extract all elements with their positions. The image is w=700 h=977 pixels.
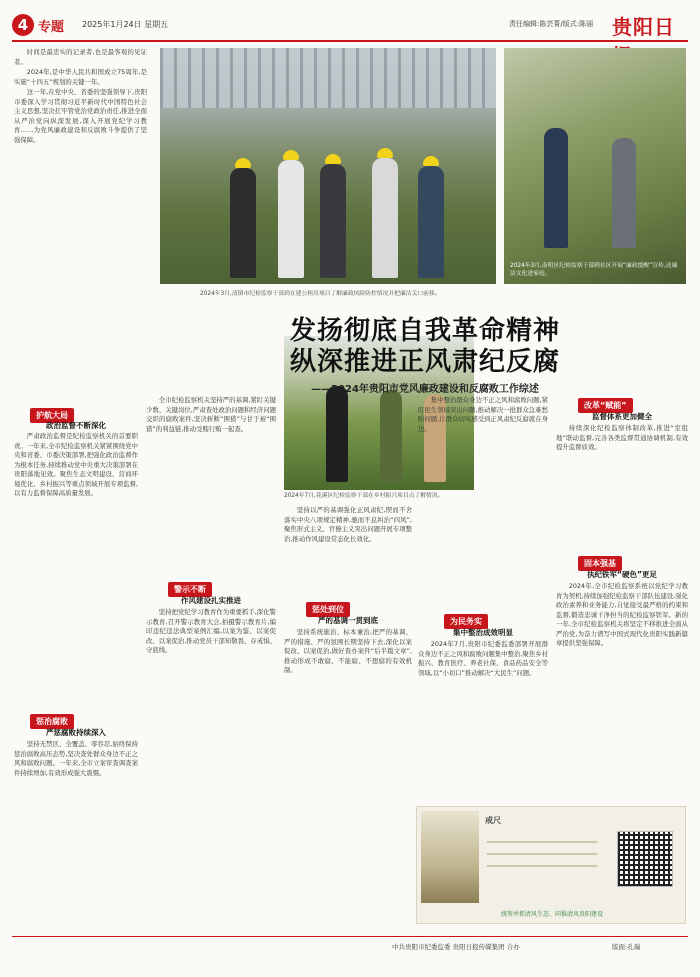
section-badge: 警示不断: [168, 582, 212, 597]
article-paragraph: 坚持把党纪学习教育作为重要抓手,深化警示教育,召开警示教育大会,拍摄警示教育片,编印违纪违法典型案例汇编,以案为鉴、以案促改、以案促治,推动党员干部知敬畏、存戒惧、守底线。: [146, 608, 276, 654]
subheadline: ——2024年贵阳市党风廉政建设和反腐败工作综述: [311, 384, 539, 395]
article-paragraph: 2024年7月,贵阳市纪委监委部署开展群众身边不正之风和腐败问题集中整治,聚焦乡村振兴、教育医疗、养老社保、食品药品安全等领域,以“小切口”推动解决“大民生”问题。: [418, 640, 548, 677]
article-paragraph: 坚持无禁区、全覆盖、零容忍,始终保持惩治腐败高压态势,坚决查处群众身边不正之风和腐败问题。一年来,全市立案审查调查案件持续增加,有效形成强大震慑。: [14, 740, 138, 777]
article-column-5b: [556, 582, 688, 802]
right-photo-caption: 2024年3月,南明区纪检监察干部到社区开展“廉政提醒”宣传,送廉洁文化进家庭。: [510, 263, 678, 277]
page-footer: [12, 928, 688, 968]
ad-illustration: [421, 811, 479, 903]
article-column-2b: [146, 608, 276, 916]
section-title: 作风建设扎实推进: [181, 596, 241, 605]
section-title: 集中整治成效明显: [453, 628, 513, 637]
intro-column: [14, 48, 147, 330]
headline-line-2: 纵深推进正风肃纪反腐: [289, 347, 560, 377]
article-paragraph: 集中整治群众身边不正之风和腐败问题,紧盯民生领域突出问题,推动解决一批群众急难愁盼问题,让群众切实感受到正风肃纪反腐就在身边。: [418, 396, 548, 433]
article-paragraph: 坚持以严的基调强化正风肃纪,锲而不舍落实中央八项规定精神,驰而不息纠治“四风”,聚焦形式主义、官僚主义突出问题开展专项整治,推动作风建设常态化长效化。: [284, 506, 412, 543]
photo-person: [320, 164, 346, 278]
hard-hat-icon: [283, 150, 299, 160]
article-column-1b: [14, 740, 138, 916]
photo-person: [544, 128, 568, 248]
article-paragraph: 2024年,全市纪检监察系统以党纪学习教育为契机,持续加强纪检监察干部队伍建设,强化政治素养和业务能力,自觉接受最严格的约束和监督,锻造忠诚干净担当的纪检监察铁军。新的一年,全市纪检监察机关将坚定不移推进全面从严治党,为奋力谱写中国式现代化贵阳实践新篇章提供坚强保障。: [556, 582, 688, 647]
article-column-5: [556, 424, 688, 544]
right-photo-village: [504, 48, 686, 284]
photo-person: [372, 158, 398, 278]
photo-person: [230, 168, 256, 278]
header-divider: [12, 40, 688, 42]
page-header: [12, 10, 688, 42]
ad-slogan: 统筹并抓清风生态、同推清风贵阳建设: [500, 911, 603, 918]
article-paragraph: 严肃政治监督是纪检监察机关的首要职责。一年来,全市纪检监察机关紧紧围绕党中央和省委、市委决策部署,把强化政治监督作为根本任务,持续推动党中央重大决策部署在贵阳落地见效。聚焦生态文明建设、营商环境优化、乡村振兴等重点领域开展专项监督,以有力监督保障高质量发展。: [14, 432, 138, 497]
section-title: 政治监督不断深化: [46, 421, 106, 430]
main-photo-caption: 2024年3月,清镇市纪检监察干部到在建公租房项目了解廉政风险防控情况并把廉洁关口前移。: [200, 291, 441, 297]
photo-roof-structure: [160, 48, 496, 108]
intro-paragraph: 时间是最忠实的记录者,也是最客观的见证者。: [14, 48, 147, 66]
article-paragraph: 持续深化纪检监察体制改革,推进“室组地”联动监督,完善各类监督贯通协调机制,有效提升监督质效。: [556, 424, 688, 451]
intro-paragraph: 2024年,是中华人民共和国成立75周年,是实施“十四五”规划的关键一年。: [14, 68, 147, 86]
article-column-3b: [284, 628, 412, 916]
photo-person: [380, 390, 402, 482]
footer-divider: [12, 936, 688, 937]
photo-person: [612, 138, 636, 248]
section-badge: 护航大局: [30, 408, 74, 423]
newspaper-logo: 贵阳日: [612, 15, 675, 39]
hard-hat-icon: [377, 148, 393, 158]
section-title: 严的基调一贯到底: [318, 616, 378, 625]
footer-sponsor: 中共贵阳市纪委监委 贵阳日报传媒集团 合办: [392, 943, 520, 951]
section-title: 严惩腐败持续深入: [46, 728, 106, 737]
article-column-3: [284, 506, 412, 596]
article-paragraph: 坚持系统施治、标本兼治,把严的基调、严的措施、严的氛围长期坚持下去,深化以案促改、以案促治,做好查办案件“后半篇文章”,推动形成不敢腐、不能腐、不想腐的有效机制。: [284, 628, 412, 674]
section-badge: 固本强基: [578, 556, 622, 571]
section-badge: 惩治腐败: [30, 714, 74, 729]
hard-hat-icon: [235, 158, 251, 168]
main-photo-construction-site: [160, 48, 496, 284]
article-column-4: [418, 396, 548, 606]
ad-decor-line: [487, 865, 597, 867]
footer-designer: 版面:孔瑞: [612, 943, 641, 951]
article-column-2: [146, 396, 276, 576]
section-badge: 改革“赋能”: [578, 398, 633, 413]
middle-photo-caption: 2024年7月,花溪区纪检监察干部在乡村振兴项目点了解情况。: [284, 493, 444, 499]
section-number-badge: 4: [12, 14, 34, 36]
section-title: 执纪铁军“硬色”更足: [587, 570, 657, 579]
section-name: 专题: [38, 20, 65, 35]
ad-decor-line: [487, 841, 597, 843]
hard-hat-icon: [325, 154, 341, 164]
photo-person: [418, 166, 444, 278]
issue-date: 2025年1月24日 星期五: [82, 20, 169, 29]
integrity-advertisement: [416, 806, 686, 924]
photo-person: [278, 160, 304, 278]
editors-credit: 责任编辑:陈芸菁/版式:陈丽: [509, 20, 594, 28]
section-badge: 惩处到位: [306, 602, 350, 617]
headline: [160, 316, 690, 378]
ad-title: 戒尺: [485, 815, 501, 825]
article-paragraph: 全市纪检监察机关坚持严的基调,紧盯关键少数、关键岗位,严肃查处政治问题和经济问题交织的腐败案件,坚决斩断“围猎”与甘于被“围猎”的利益链,推动受贿行贿一起查。: [146, 396, 276, 433]
photo-person: [326, 386, 348, 482]
article-column-1: [14, 432, 138, 702]
intro-paragraph: 这一年,在党中央、省委的坚强领导下,贵阳市委深入学习贯彻习近平新时代中国特色社会主义思想,坚决扛牢管党治党政治责任,推进全面从严治党向纵深发展,深入开展党纪学习教育……为党风廉政建设和反腐败斗争提供了坚强保障。: [14, 88, 147, 144]
section-badge: 为民务实: [444, 614, 488, 629]
article-column-4b: [418, 640, 548, 800]
section-title: 监督体系更加健全: [592, 412, 652, 421]
qr-code-icon[interactable]: [617, 831, 673, 887]
ad-decor-line: [487, 853, 597, 855]
hard-hat-icon: [423, 156, 439, 166]
headline-line-1: 发扬彻底自我革命精神: [289, 316, 560, 346]
